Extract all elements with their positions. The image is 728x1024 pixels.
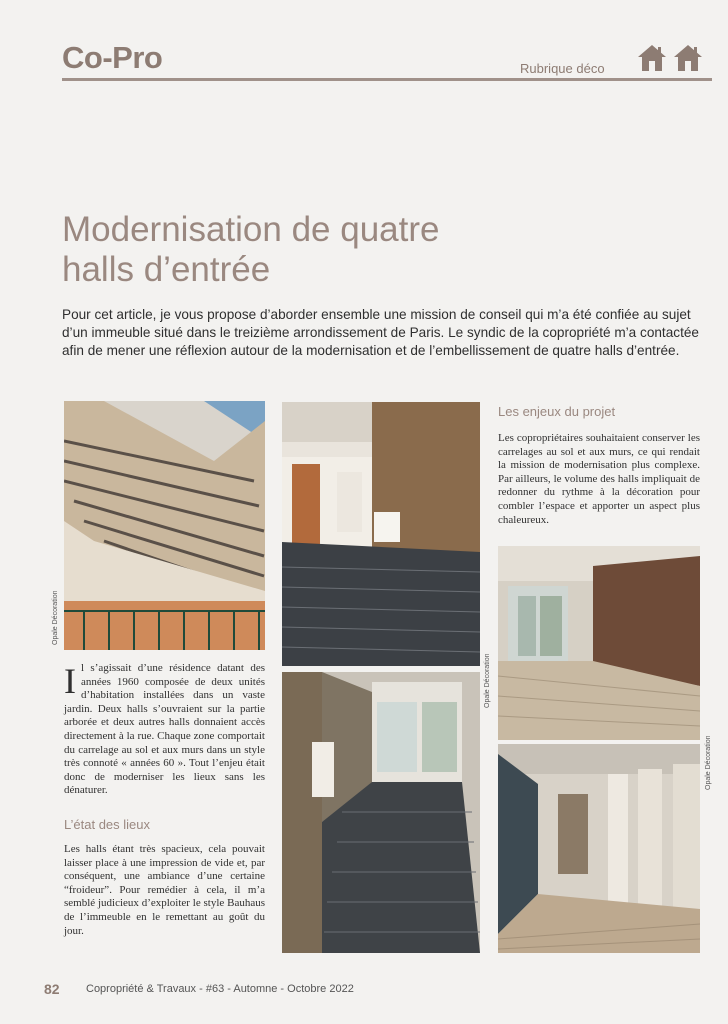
section-title: Co-Pro bbox=[62, 40, 163, 75]
header-rule bbox=[62, 78, 712, 81]
photo-hall-marble-wall bbox=[498, 546, 700, 740]
publication-info: Copropriété & Travaux - #63 - Automne - Octobre 2022 bbox=[86, 983, 354, 995]
subheading-etat-des-lieux: L’état des lieux bbox=[64, 817, 151, 832]
photo-hall-steps bbox=[282, 402, 480, 666]
photo-credit: Opale Décoration bbox=[705, 735, 712, 790]
column-3-paragraph: Les copropriétaires souhaitaient conserver les carrelages au sol et aux murs, ce qui rendait la mission de modernisation plus complexe. Par ailleurs, le volume des halls impliquait de redonner du rythme à la décoration pour combler l’espace et apporter un aspect plus chaleureux. bbox=[498, 432, 700, 526]
photo-credit: Opale Décoration bbox=[484, 653, 491, 708]
house-icons bbox=[637, 44, 703, 72]
page-number: 82 bbox=[44, 981, 60, 997]
column-1-text: l s’agissait d’une résidence datant des années 1960 composée de deux unités d’habitation installées dans un vaste jardin. Deux halls s’ouvraient sur la partie arborée et deux autres halls donnaient accès directement à la rue. Chaque zone comportait du carrelage au sol et aux murs dans un style très connoté « années 60 ». Tout l’enjeu était donc de moderniser les lieux sans les dénaturer. bbox=[64, 662, 265, 797]
photo-hall-columns bbox=[498, 744, 700, 953]
column-1-paragraph-2: Les halls étant très spacieux, cela pouvait laisser place à une impression de vide et, par conséquent, une ambiance d’une certaine “froideur”. Pour remédier à cela, il m’a semblé judicieux d’exploiter le style Bauhaus de l’immeuble en le remettant au goût du jour. bbox=[64, 843, 265, 937]
article-title bbox=[62, 210, 622, 290]
house-icon bbox=[637, 44, 667, 72]
column-1-paragraph bbox=[64, 662, 265, 798]
rubrique-label: Rubrique déco bbox=[520, 61, 605, 76]
subheading-enjeux: Les enjeux du projet bbox=[498, 404, 616, 419]
photo-building-facade bbox=[64, 401, 265, 650]
photo-credit: Opale Décoration bbox=[52, 590, 59, 645]
house-icon bbox=[673, 44, 703, 72]
article-intro: Pour cet article, je vous propose d’aborder ensemble une mission de conseil qui m’a été confiée au sujet d’un immeuble situé dans le treizième arrondissement de Paris. Le syndic de la copropriété m’a contactée afin de mener une réflexion autour de la modernisation et de l’embellissement de quatre halls d’entrée. bbox=[62, 307, 699, 358]
photo-hall-corridor bbox=[282, 672, 480, 953]
drop-cap: I bbox=[64, 661, 76, 701]
title-line-1: Modernisation de quatre bbox=[62, 210, 440, 249]
title-line-2: halls d’entrée bbox=[62, 250, 271, 289]
